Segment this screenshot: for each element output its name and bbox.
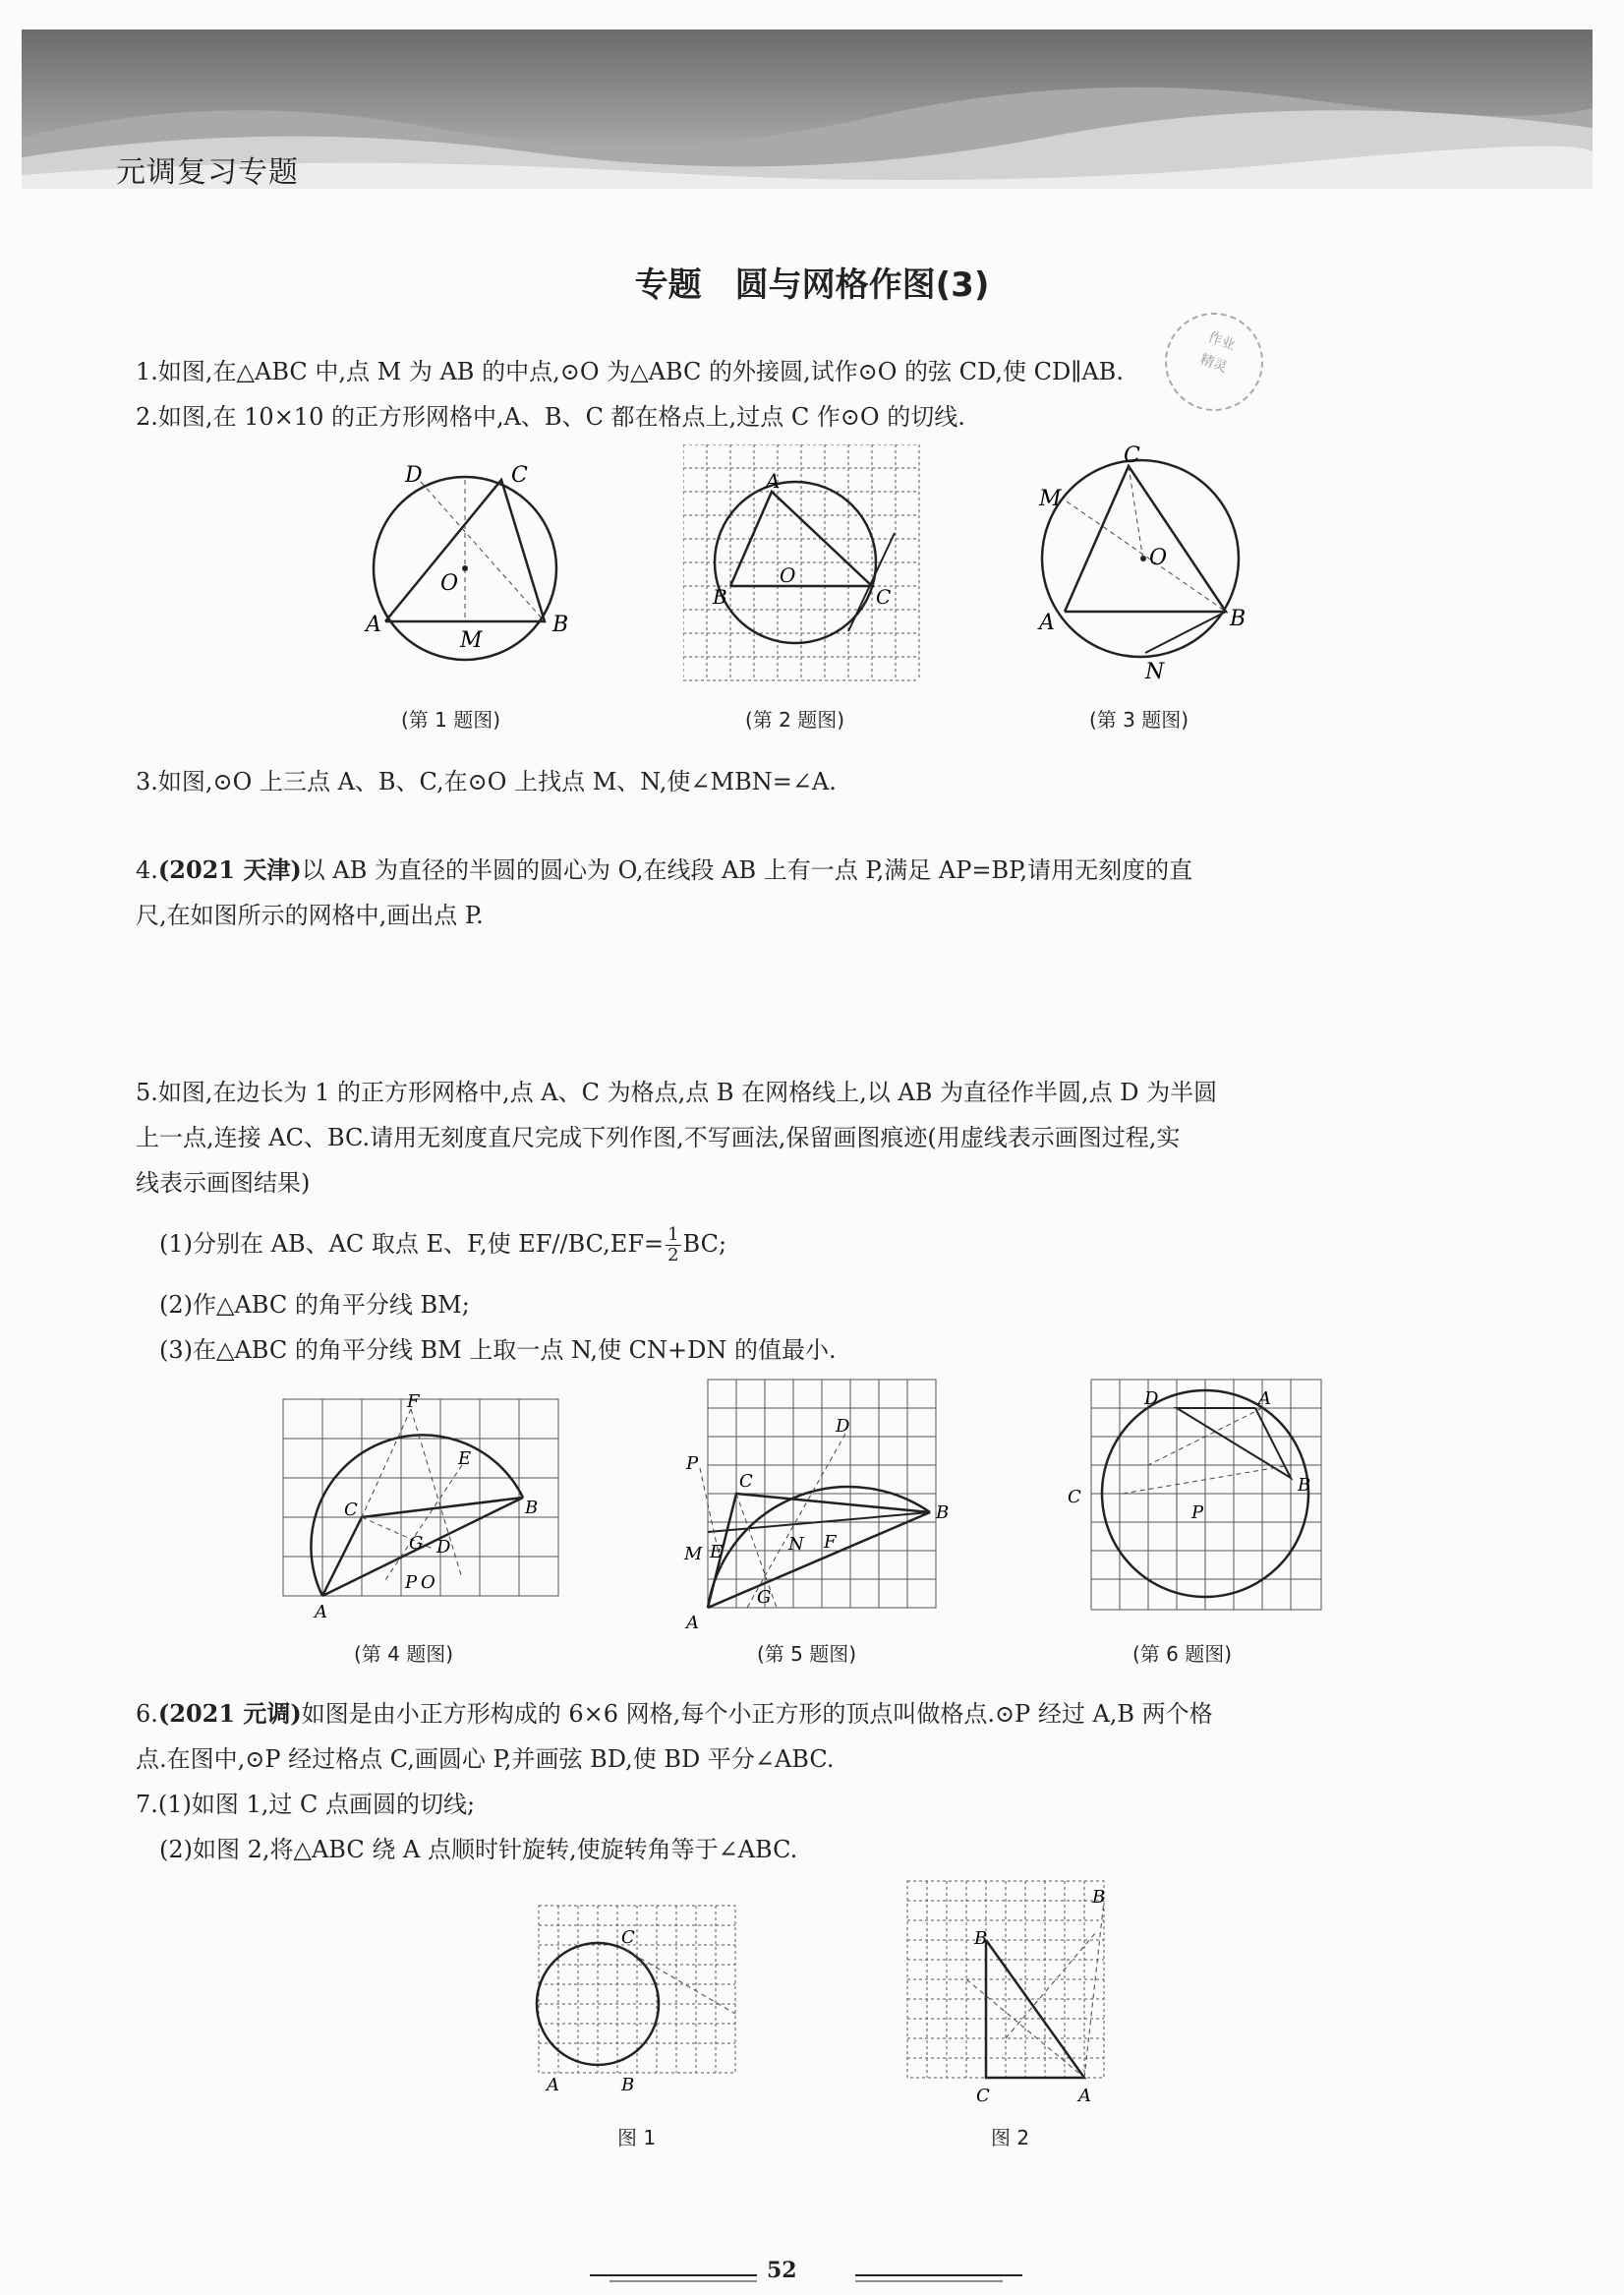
fig1-label-M: M [460, 628, 483, 653]
q5-part1-tail: BC; [682, 1230, 727, 1258]
stamp-line2: 精灵 [1197, 351, 1230, 377]
fig3-label-M: M [1039, 487, 1062, 511]
caption-figure-2: 图 2 [991, 2126, 1030, 2149]
figure-8-grid [899, 1873, 1116, 2109]
fig5-label-N: N [788, 1534, 804, 1555]
caption-figure-1: 图 1 [617, 2126, 657, 2149]
fig5-label-B: B [936, 1502, 950, 1523]
fig6-label-A: A [1258, 1388, 1271, 1409]
fig2-label-O: O [780, 563, 796, 587]
fig7-label-B: B [621, 2075, 635, 2094]
figure-7-grid [531, 1898, 747, 2094]
fig5-label-A: A [686, 1613, 699, 1630]
header-label: 元调复习专题 [116, 155, 299, 190]
footer-ornament [590, 2262, 1042, 2291]
caption-fig2: (第 2 题图) [745, 708, 845, 732]
fig2-label-A: A [766, 469, 781, 493]
question-5-part2: (2)作△ABC 的角平分线 BM; [159, 1291, 470, 1319]
figure-1 [354, 452, 590, 669]
fig2-label-C: C [876, 585, 892, 609]
q4-text-a: 以 AB 为直径的半圆的圆心为 O,在线段 AB 上有一点 P,满足 AP=BP,请用无刻度的直 [301, 856, 1193, 884]
fig5-label-P: P [686, 1453, 699, 1474]
fig5-label-C: C [739, 1471, 753, 1492]
question-4: 4.(2021 天津)以 AB 为直径的半圆的圆心为 O,在线段 AB 上有一点 P,满足 AP=BP,请用无刻度的直 [136, 855, 1193, 884]
q6-text-a: 如图是由小正方形构成的 6×6 网格,每个小正方形的顶点叫做格点.⊙P 经过 A,B 两个格 [301, 1700, 1213, 1728]
fig1-label-A: A [366, 613, 381, 637]
page-title: 专题 圆与网格作图(3) [634, 265, 990, 305]
caption-fig5: (第 5 题图) [757, 1642, 857, 1666]
fig7-label-C: C [621, 1927, 635, 1948]
stamp-line1: 作业 [1205, 329, 1238, 354]
fig5-label-F: F [824, 1532, 837, 1553]
fig3-label-C: C [1124, 443, 1140, 468]
figure-4-grid [275, 1391, 580, 1627]
question-7-part2: (2)如图 2,将△ABC 绕 A 点顺时针旋转,使旋转角等于∠ABC. [159, 1836, 798, 1863]
fig1-label-C: C [511, 463, 528, 488]
fig4-label-B: B [525, 1498, 539, 1518]
fig6-label-D: D [1144, 1388, 1159, 1409]
page-number: 52 [767, 2258, 797, 2283]
question-5-b: 上一点,连接 AC、BC.请用无刻度直尺完成下列作图,不写画法,保留画图痕迹(用虚线表示画图过程,实 [136, 1124, 1181, 1151]
figure-3 [1027, 442, 1273, 688]
fig6-label-C: C [1068, 1487, 1081, 1507]
figure-2-grid [683, 444, 929, 690]
fig8-label-B: B [974, 1928, 988, 1949]
caption-fig1: (第 1 题图) [401, 708, 501, 732]
fig4-label-D: D [436, 1537, 451, 1558]
fig3-label-B: B [1230, 607, 1247, 631]
question-6: 6.(2021 元调)如图是由小正方形构成的 6×6 网格,每个小正方形的顶点叫做格点.⊙P 经过 A,B 两个格 [136, 1699, 1213, 1728]
fig5-label-E: E [710, 1542, 724, 1562]
fig3-label-A: A [1039, 611, 1055, 635]
fig4-label-G: G [409, 1533, 424, 1554]
fig4-label-F: F [407, 1391, 420, 1412]
question-7-part1: 7.(1)如图 1,过 C 点画圆的切线; [136, 1791, 476, 1818]
fraction-numerator: 1 [667, 1224, 679, 1245]
question-5-a: 5.如图,在边长为 1 的正方形网格中,点 A、C 为格点,点 B 在网格线上,以 AB 为直径作半圆,点 D 为半圆 [136, 1079, 1218, 1106]
caption-fig3: (第 3 题图) [1089, 708, 1189, 732]
question-5-c: 线表示画图结果) [136, 1169, 311, 1197]
figure-6-grid [1062, 1375, 1347, 1620]
q5-part1-text: (1)分别在 AB、AC 取点 E、F,使 EF//BC,EF= [159, 1230, 665, 1258]
fig3-label-O: O [1149, 546, 1168, 570]
fig1-label-O: O [440, 571, 459, 596]
q4-tag: (2021 天津) [157, 855, 302, 884]
fig4-label-C: C [344, 1500, 358, 1520]
fraction-denominator: 2 [667, 1245, 679, 1265]
fig8-label-B1: B [1092, 1887, 1106, 1908]
question-5-part1 [159, 1221, 1477, 1266]
fig6-label-B: B [1298, 1475, 1311, 1496]
fig8-label-A: A [1078, 2086, 1091, 2106]
question-2: 2.如图,在 10×10 的正方形网格中,A、B、C 都在格点上,过点 C 作⊙O 的切线. [136, 403, 965, 431]
fig5-label-G: G [757, 1587, 772, 1608]
question-5-part3: (3)在△ABC 的角平分线 BM 上取一点 N,使 CN+DN 的值最小. [159, 1336, 837, 1364]
fig1-label-B: B [552, 613, 569, 637]
fig6-label-P: P [1191, 1502, 1204, 1523]
question-6-cont: 点.在图中,⊙P 经过格点 C,画圆心 P,并画弦 BD,使 BD 平分∠ABC. [136, 1745, 835, 1773]
fig5-label-D: D [836, 1416, 850, 1437]
caption-fig6: (第 6 题图) [1132, 1642, 1233, 1666]
q6-tag: (2021 元调) [157, 1699, 302, 1728]
fig4-label-O: O [421, 1572, 435, 1593]
question-1: 1.如图,在△ABC 中,点 M 为 AB 的中点,⊙O 为△ABC 的外接圆,试作⊙O 的弦 CD,使 CD∥AB. [136, 358, 1124, 385]
fig8-label-C: C [976, 2086, 990, 2106]
question-4-cont: 尺,在如图所示的网格中,画出点 P. [136, 902, 484, 929]
fig2-label-B: B [713, 585, 727, 609]
figure-5-grid [678, 1375, 963, 1630]
fig7-label-A: A [547, 2075, 559, 2094]
fig3-label-N: N [1145, 660, 1165, 684]
fig4-label-A: A [315, 1602, 327, 1622]
question-3: 3.如图,⊙O 上三点 A、B、C,在⊙O 上找点 M、N,使∠MBN=∠A. [136, 768, 837, 795]
fig4-label-P: P [405, 1572, 418, 1593]
fig1-label-D: D [405, 463, 423, 488]
fig5-label-M: M [684, 1544, 703, 1564]
fraction-one-half [666, 1225, 680, 1265]
caption-fig4: (第 4 题图) [354, 1642, 454, 1666]
fig4-label-E: E [458, 1448, 472, 1469]
